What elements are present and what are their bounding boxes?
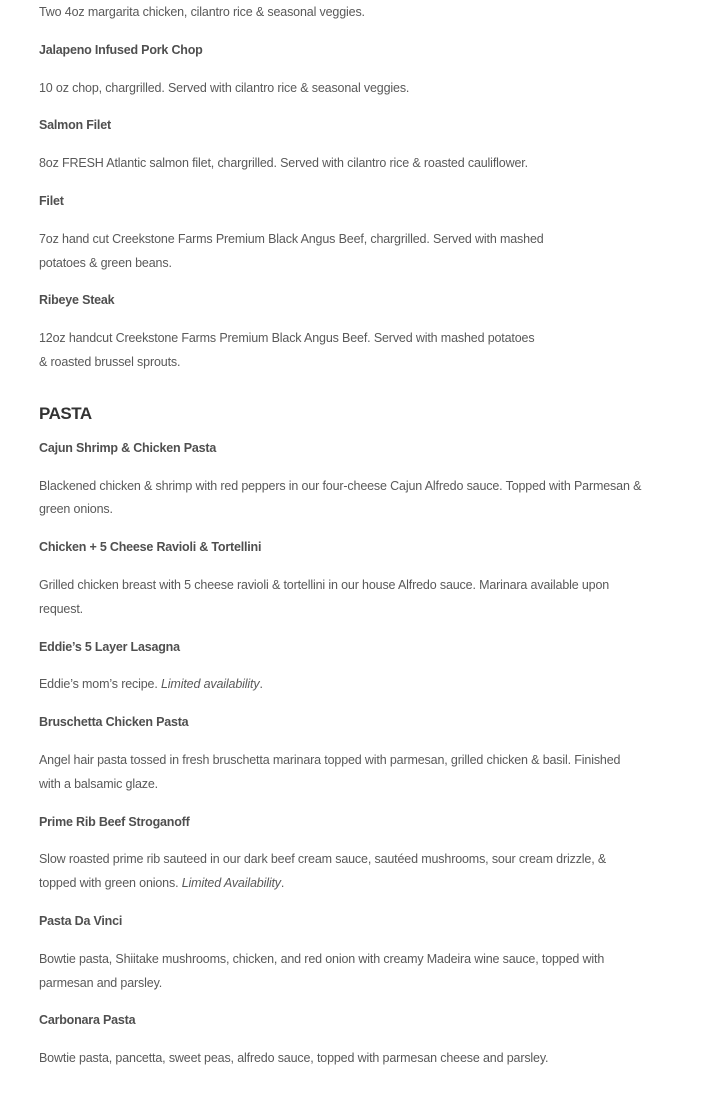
item-description-line-2: potatoes & green beans. (39, 256, 172, 270)
item-description-line-2: request. (39, 602, 83, 616)
item-description-line-1: Grilled chicken breast with 5 cheese ravioli & tortellini in our house Alfredo sauce. Marinara available upon (39, 578, 610, 592)
availability-note: Limited availability (161, 677, 260, 691)
item-description-line-2 (39, 871, 284, 895)
item-title: Bruschetta Chicken Pasta (39, 715, 189, 729)
item-title: Jalapeno Infused Pork Chop (39, 43, 203, 57)
item-description: Bowtie pasta, pancetta, sweet peas, alfredo sauce, topped with parmesan cheese and parsley. (39, 1051, 549, 1065)
availability-note: Limited Availability (181, 876, 281, 890)
item-title: Pasta Da Vinci (39, 914, 123, 928)
item-description-line-2: with a balsamic glaze. (39, 777, 158, 791)
item-description-line-2: parmesan and parsley. (39, 976, 163, 990)
item-description-line-1: Slow roasted prime rib sauteed in our dark beef cream sauce, sautéed mushrooms, sour cream drizzle, & (39, 852, 607, 866)
item-description-line-1: 7oz hand cut Creekstone Farms Premium Black Angus Beef, chargrilled. Served with mashed (39, 232, 544, 246)
item-title: Filet (39, 194, 64, 208)
item-description-line-1: Blackened chicken & shrimp with red peppers in our four-cheese Cajun Alfredo sauce. Topped with Parmesan & (39, 479, 642, 493)
note-punctuation: . (259, 677, 263, 691)
item-description-line-2: & roasted brussel sprouts. (39, 355, 181, 369)
item-description-text: Eddie’s mom’s recipe. (39, 677, 158, 691)
item-description-line-2: green onions. (39, 502, 113, 516)
item-description: 10 oz chop, chargrilled. Served with cilantro rice & seasonal veggies. (39, 81, 410, 95)
item-title: Carbonara Pasta (39, 1013, 136, 1027)
item-description: Two 4oz margarita chicken, cilantro rice & seasonal veggies. (39, 5, 365, 19)
item-description-line-1: Bowtie pasta, Shiitake mushrooms, chicken, and red onion with creamy Madeira wine sauce, topped with (39, 952, 605, 966)
item-description-line-1: 12oz handcut Creekstone Farms Premium Black Angus Beef. Served with mashed potatoes (39, 331, 535, 345)
item-title: Chicken + 5 Cheese Ravioli & Tortellini (39, 540, 262, 554)
item-description: 8oz FRESH Atlantic salmon filet, chargrilled. Served with cilantro rice & roasted cauliflower. (39, 156, 528, 170)
item-title: Cajun Shrimp & Chicken Pasta (39, 441, 217, 455)
item-description (39, 672, 263, 696)
item-title: Salmon Filet (39, 118, 111, 132)
item-title: Ribeye Steak (39, 293, 115, 307)
note-punctuation: . (280, 876, 285, 890)
item-title: Prime Rib Beef Stroganoff (39, 815, 190, 829)
section-heading-pasta: PASTA (39, 404, 92, 423)
item-title: Eddie’s 5 Layer Lasagna (39, 640, 180, 654)
item-description-line-1: Angel hair pasta tossed in fresh bruschetta marinara topped with parmesan, grilled chicken & basil. Finished (39, 753, 621, 767)
item-description-text: topped with green onions. (39, 876, 179, 890)
